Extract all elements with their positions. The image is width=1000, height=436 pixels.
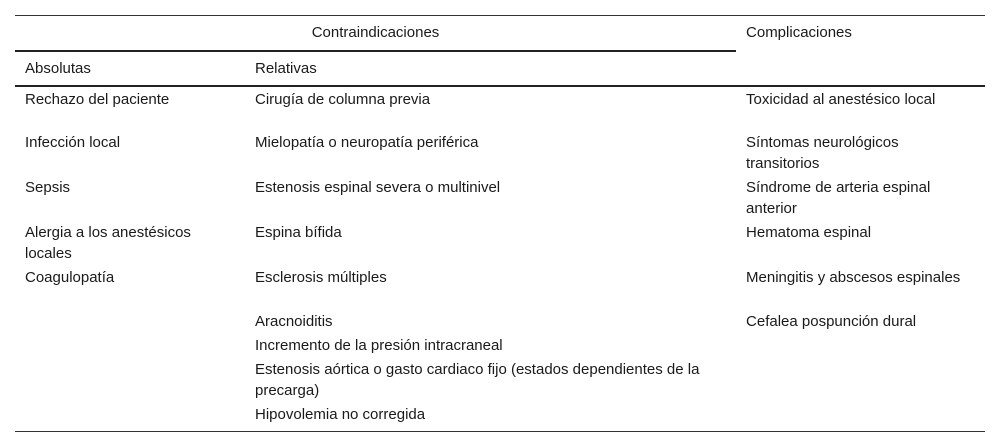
cell-complication: Hematoma espinal	[746, 224, 872, 241]
cell-relative: Cirugía de columna previa	[255, 91, 431, 108]
header-relativas: Relativas	[245, 51, 736, 86]
table-row	[15, 309, 985, 333]
cell-relative: Esclerosis múltiples	[255, 269, 387, 286]
contraindications-table-container	[15, 15, 985, 432]
cell-absolute	[15, 402, 245, 432]
cell-complication	[736, 333, 985, 357]
cell-complication: Meningitis y abscesos espinales	[746, 269, 961, 286]
table-row	[15, 265, 985, 309]
cell-relative: Incremento de la presión intracraneal	[255, 337, 503, 354]
contraindications-table	[15, 15, 985, 432]
cell-absolute: Sepsis	[25, 179, 71, 196]
cell-absolute	[15, 357, 245, 402]
cell-relative: Estenosis aórtica o gasto cardiaco fijo (estados dependientes de la precarga)	[255, 361, 700, 399]
table-row	[15, 357, 985, 402]
cell-absolute	[15, 309, 245, 333]
cell-absolute: Rechazo del paciente	[25, 91, 170, 108]
cell-complication	[736, 402, 985, 432]
table-row	[15, 220, 985, 265]
table-row	[15, 130, 985, 175]
cell-absolute: Alergia a los anestésicos locales	[25, 224, 191, 262]
header-complicaciones: Complicaciones	[736, 16, 985, 87]
table-row	[15, 333, 985, 357]
cell-absolute	[15, 333, 245, 357]
cell-relative: Estenosis espinal severa o multinivel	[255, 179, 501, 196]
cell-relative: Mielopatía o neuropatía periférica	[255, 134, 479, 151]
header-absolutas: Absolutas	[15, 51, 245, 86]
cell-complication: Síntomas neurológicos transitorios	[746, 134, 899, 172]
cell-complication: Toxicidad al anestésico local	[746, 91, 936, 108]
table-row	[15, 86, 985, 130]
cell-absolute: Coagulopatía	[25, 269, 115, 286]
cell-complication	[736, 357, 985, 402]
cell-complication: Cefalea pospunción dural	[746, 313, 917, 330]
cell-relative: Hipovolemia no corregida	[245, 402, 736, 432]
cell-relative: Espina bífida	[255, 224, 342, 241]
table-row	[15, 175, 985, 220]
header-contraindicaciones: Contraindicaciones	[15, 16, 736, 52]
cell-complication: Síndrome de arteria espinal anterior	[746, 179, 931, 217]
table-row	[15, 402, 985, 432]
cell-relative: Aracnoiditis	[255, 313, 333, 330]
header-row-top	[15, 16, 985, 52]
cell-absolute: Infección local	[25, 134, 121, 151]
